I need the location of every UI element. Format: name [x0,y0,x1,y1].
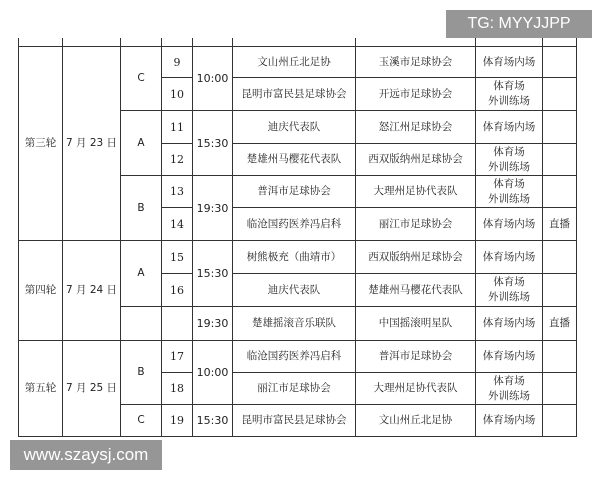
match-number: 19 [170,414,184,427]
venue: 体育场内场 [482,414,536,426]
group-label: B [137,366,145,378]
venue: 体育场 外训练场 [488,177,530,205]
match-number: 15 [170,250,184,264]
group-label: C [137,72,145,84]
broadcast-note [543,405,576,436]
broadcast-note [543,274,576,306]
venue: 体育场内场 [482,217,536,230]
match-number [162,307,192,340]
group-label: C [137,414,145,426]
broadcast-note [543,373,576,404]
away-team: 西双版纳州足球协会 [368,250,463,263]
match-number: 11 [170,120,184,134]
venue: 体育场内场 [482,120,536,133]
match-number: 13 [170,185,184,198]
away-team: 大理州足协代表队 [373,382,458,394]
broadcast-note [543,78,576,110]
round-date: 7 月 24 日 [65,284,118,296]
kickoff-time: 10:00 [196,366,229,379]
home-team: 昆明市富民县足球协会 [241,414,347,426]
group-label: A [137,136,145,149]
home-team: 昆明市富民县足球协会 [241,87,347,100]
group-label: A [137,267,145,279]
away-team: 大理州足协代表队 [373,185,458,197]
away-team: 西双版纳州足球协会 [368,153,463,165]
broadcast-note [543,341,576,372]
away-team: 开远市足球协会 [378,87,453,100]
kickoff-time: 19:30 [196,201,229,215]
away-team: 楚雄州马樱花代表队 [368,283,463,296]
home-team: 临沧国药医养冯启科 [246,217,342,230]
round-date: 7 月 25 日 [65,382,118,394]
round-label: 第四轮 [24,284,57,296]
kickoff-time: 15:30 [196,136,229,150]
match-number: 17 [170,350,184,363]
away-team: 中国摇滚明星队 [378,317,453,329]
match-number: 18 [170,382,184,395]
home-team: 树熊极充（曲靖市） [246,250,342,263]
venue: 体育场 外训练场 [488,145,530,173]
match-number: 9 [173,55,181,69]
round-label: 第五轮 [24,382,57,394]
broadcast-note [543,111,576,143]
venue: 体育场 外训练场 [488,276,530,303]
round-label: 第三轮 [24,137,57,149]
home-team: 临沧国药医养冯启科 [246,350,342,362]
home-team: 迪庆代表队 [267,120,321,133]
watermark-top: TG: MYYJJPP [446,10,592,38]
away-team: 玉溪市足球协会 [378,55,453,68]
away-team: 怒江州足球协会 [378,120,453,133]
away-team: 丽江市足球协会 [378,217,453,230]
venue: 体育场内场 [482,350,536,362]
kickoff-time: 10:00 [196,72,229,85]
home-team: 丽江市足球协会 [257,382,331,394]
broadcast-note: 直播 [549,217,570,230]
home-team: 楚雄州马樱花代表队 [246,153,342,165]
away-team: 普洱市足球协会 [378,350,453,362]
home-team: 文山州丘北足协 [257,55,331,68]
group-label: B [137,201,145,214]
kickoff-time: 15:30 [196,267,229,280]
venue: 体育场内场 [482,250,536,263]
kickoff-time: 19:30 [196,317,229,330]
watermark-bottom: www.szaysj.com [10,440,162,470]
away-team: 文山州丘北足协 [378,414,453,426]
broadcast-note [543,176,576,207]
home-team: 楚雄摇滚音乐联队 [252,317,336,329]
broadcast-note [543,144,576,175]
match-number: 14 [170,217,184,231]
broadcast-note [543,47,576,77]
venue: 体育场内场 [482,55,536,68]
kickoff-time: 15:30 [196,414,229,427]
venue: 体育场内场 [482,317,536,329]
broadcast-note [543,241,576,273]
match-number: 16 [170,283,184,297]
match-number: 10 [170,87,184,101]
broadcast-note: 直播 [549,317,570,329]
venue: 体育场 外训练场 [488,374,530,402]
venue: 体育场 外训练场 [488,80,530,107]
home-team: 迪庆代表队 [267,283,321,296]
round-date: 7 月 23 日 [65,137,118,149]
home-team: 普洱市足球协会 [257,185,331,197]
match-number: 12 [170,153,184,166]
